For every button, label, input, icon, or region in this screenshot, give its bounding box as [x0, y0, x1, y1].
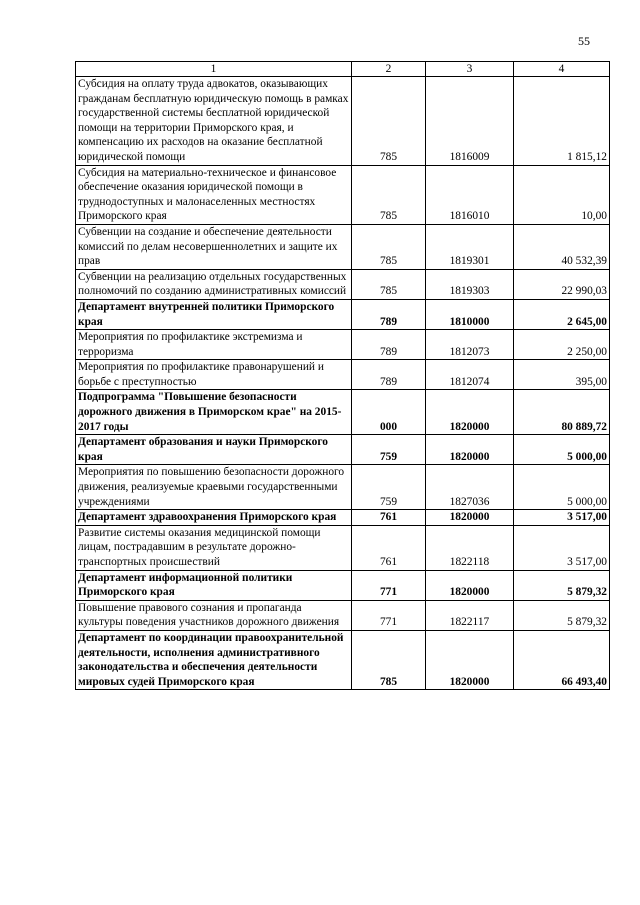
row-name-cell: Повышение правового сознания и пропаганда культуры поведения участников дорожного движения [76, 600, 352, 630]
column-header-4: 4 [514, 62, 610, 77]
row-amount-cell: 66 493,40 [514, 630, 610, 689]
row-name-cell: Субвенции на реализацию отдельных государственных полномочий по созданию административных комиссий [76, 269, 352, 299]
row-admin-code-cell: 761 [352, 525, 426, 570]
column-header-1: 1 [76, 62, 352, 77]
row-name-cell: Мероприятия по повышению безопасности дорожного движения, реализуемые краевыми государственными учреждениями [76, 465, 352, 510]
row-amount-cell: 3 517,00 [514, 510, 610, 526]
row-target-code-cell: 1827036 [426, 465, 514, 510]
row-target-code-cell: 1812073 [426, 330, 514, 360]
budget-table [75, 61, 610, 690]
table-row [76, 600, 610, 630]
row-admin-code-cell: 000 [352, 390, 426, 435]
row-admin-code-cell: 785 [352, 269, 426, 299]
column-header-2: 2 [352, 62, 426, 77]
row-name-cell: Субсидия на оплату труда адвокатов, оказывающих гражданам бесплатную юридическую помощь в рамках государственной системы бесплатной юридической помощи на территории Приморского края, и компенсацию их расходов на оказание бесплатной юридической помощи [76, 77, 352, 166]
row-admin-code-cell: 761 [352, 510, 426, 526]
row-name-cell: Департамент здравоохранения Приморского края [76, 510, 352, 526]
row-target-code-cell: 1816010 [426, 165, 514, 224]
row-admin-code-cell: 785 [352, 77, 426, 166]
row-name-cell: Департамент внутренней политики Приморского края [76, 299, 352, 329]
row-admin-code-cell: 789 [352, 360, 426, 390]
row-target-code-cell: 1820000 [426, 390, 514, 435]
row-amount-cell: 5 879,32 [514, 570, 610, 600]
column-header-3: 3 [426, 62, 514, 77]
row-amount-cell: 3 517,00 [514, 525, 610, 570]
row-target-code-cell: 1820000 [426, 630, 514, 689]
row-target-code-cell: 1812074 [426, 360, 514, 390]
row-target-code-cell: 1820000 [426, 510, 514, 526]
table-row [76, 465, 610, 510]
row-admin-code-cell: 759 [352, 435, 426, 465]
table-row [76, 510, 610, 526]
row-target-code-cell: 1819303 [426, 269, 514, 299]
row-name-cell: Мероприятия по профилактике правонарушений и борьбе с преступностью [76, 360, 352, 390]
row-admin-code-cell: 771 [352, 570, 426, 600]
row-admin-code-cell: 785 [352, 224, 426, 269]
row-name-cell: Развитие системы оказания медицинской помощи лицам, пострадавшим в результате дорожно-транспортных происшествий [76, 525, 352, 570]
row-amount-cell: 10,00 [514, 165, 610, 224]
row-name-cell: Мероприятия по профилактике экстремизма и терроризма [76, 330, 352, 360]
row-amount-cell: 5 000,00 [514, 465, 610, 510]
row-target-code-cell: 1816009 [426, 77, 514, 166]
row-name-cell: Подпрограмма "Повышение безопасности дорожного движения в Приморском крае" на 2015-2017 годы [76, 390, 352, 435]
row-admin-code-cell: 789 [352, 299, 426, 329]
table-row [76, 77, 610, 166]
row-name-cell: Департамент по координации правоохранительной деятельности, исполнения административного законодательства и обеспечения деятельности мировых судей Приморского края [76, 630, 352, 689]
row-target-code-cell: 1820000 [426, 435, 514, 465]
row-target-code-cell: 1819301 [426, 224, 514, 269]
row-amount-cell: 395,00 [514, 360, 610, 390]
table-row [76, 570, 610, 600]
row-name-cell: Субвенции на создание и обеспечение деятельности комиссий по делам несовершеннолетних и защите их прав [76, 224, 352, 269]
row-admin-code-cell: 789 [352, 330, 426, 360]
page-number: 55 [578, 34, 590, 48]
table-row [76, 269, 610, 299]
row-amount-cell: 2 250,00 [514, 330, 610, 360]
row-amount-cell: 2 645,00 [514, 299, 610, 329]
row-name-cell: Субсидия на материально-техническое и финансовое обеспечение оказания юридической помощи в труднодоступных и малонаселенных местностях Приморского края [76, 165, 352, 224]
table-row [76, 330, 610, 360]
row-target-code-cell: 1810000 [426, 299, 514, 329]
table-row [76, 299, 610, 329]
table-row [76, 390, 610, 435]
table-row [76, 224, 610, 269]
table-row [76, 435, 610, 465]
row-admin-code-cell: 785 [352, 630, 426, 689]
row-amount-cell: 22 990,03 [514, 269, 610, 299]
row-admin-code-cell: 759 [352, 465, 426, 510]
row-name-cell: Департамент образования и науки Приморского края [76, 435, 352, 465]
row-amount-cell: 5 879,32 [514, 600, 610, 630]
row-admin-code-cell: 785 [352, 165, 426, 224]
row-target-code-cell: 1820000 [426, 570, 514, 600]
table-header-row [76, 62, 610, 77]
row-target-code-cell: 1822118 [426, 525, 514, 570]
table-row [76, 525, 610, 570]
table-row [76, 360, 610, 390]
row-amount-cell: 1 815,12 [514, 77, 610, 166]
row-amount-cell: 40 532,39 [514, 224, 610, 269]
row-amount-cell: 80 889,72 [514, 390, 610, 435]
row-target-code-cell: 1822117 [426, 600, 514, 630]
row-amount-cell: 5 000,00 [514, 435, 610, 465]
table-row [76, 630, 610, 689]
row-admin-code-cell: 771 [352, 600, 426, 630]
table-row [76, 165, 610, 224]
row-name-cell: Департамент информационной политики Приморского края [76, 570, 352, 600]
